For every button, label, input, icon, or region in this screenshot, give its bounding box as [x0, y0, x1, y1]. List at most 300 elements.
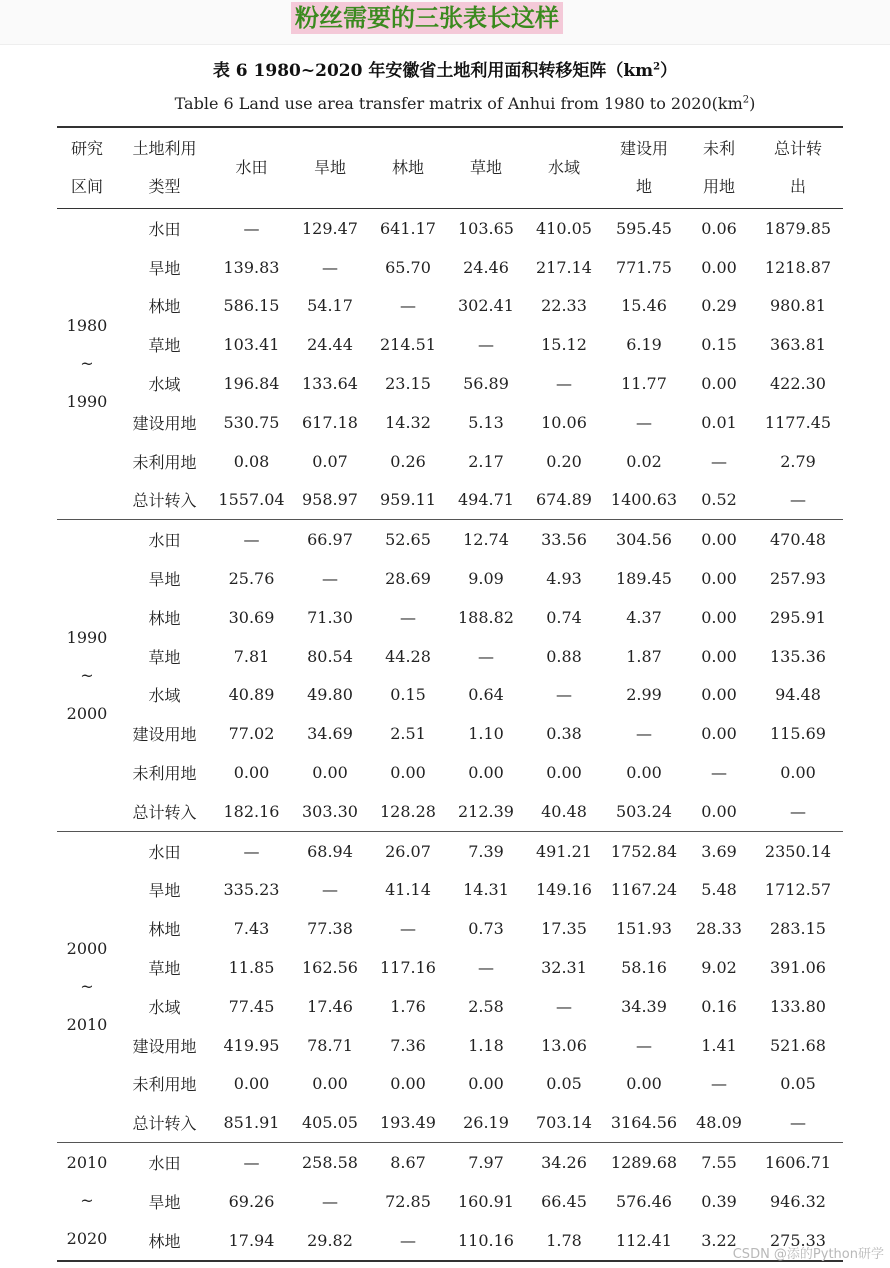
value-cell: 2.51	[390, 724, 426, 744]
value-cell: 5.48	[701, 880, 737, 900]
value-cell: 959.11	[380, 490, 436, 510]
land-type-cell: 建设用地	[132, 413, 197, 433]
period-cell	[57, 209, 117, 520]
table-row	[57, 1221, 843, 1261]
period-cell	[57, 520, 117, 831]
period-sep: ~	[80, 665, 94, 685]
period-start: 2000	[66, 938, 108, 958]
value-cell: 0.00	[233, 1074, 270, 1094]
table-row	[57, 442, 843, 481]
land-type-cell: 林地	[148, 1231, 181, 1251]
land-type-cell: 总计转入	[132, 802, 197, 822]
value-cell: 193.49	[380, 1113, 436, 1133]
value-cell: 44.28	[385, 646, 431, 666]
value-cell: 22.33	[541, 296, 587, 316]
table-row	[57, 209, 843, 248]
value-cell: 196.84	[223, 374, 280, 394]
value-cell: 0.00	[701, 646, 737, 666]
value-cell: 0.74	[546, 607, 582, 627]
value-cell: 1400.63	[610, 490, 678, 510]
value-cell: 0.52	[701, 490, 737, 510]
value-cell: —	[636, 724, 652, 744]
value-cell: 0.00	[626, 1074, 662, 1094]
value-cell: 0.05	[546, 1074, 582, 1094]
value-cell: —	[243, 1153, 260, 1173]
header-period: 研究 区间	[70, 139, 103, 196]
value-cell: 94.48	[775, 685, 821, 705]
value-cell: 0.15	[390, 685, 426, 705]
value-cell: —	[400, 296, 416, 316]
value-cell: 129.47	[302, 218, 358, 238]
value-cell: 576.46	[616, 1191, 672, 1211]
value-cell: 521.68	[770, 1035, 826, 1055]
value-cell: 77.45	[228, 996, 275, 1016]
period-sep: ~	[80, 1191, 94, 1211]
title-en-text: Table 6 Land use area transfer matrix of Anhui from 1980 to 2020(km	[174, 94, 743, 113]
value-cell: 1879.85	[764, 218, 832, 238]
header-paddy: 水田	[235, 158, 268, 177]
value-cell: 503.24	[616, 801, 672, 821]
value-cell: 71.30	[307, 607, 353, 627]
value-cell: 0.00	[701, 801, 737, 821]
value-cell: 189.45	[616, 569, 672, 589]
header-forest: 林地	[391, 158, 424, 177]
land-type-cell: 未利用地	[132, 452, 197, 472]
value-cell: 110.16	[458, 1230, 514, 1250]
value-cell: —	[556, 374, 572, 394]
value-cell: 0.16	[701, 996, 737, 1016]
value-cell: 2.79	[780, 451, 816, 471]
value-cell: 69.26	[228, 1191, 275, 1211]
value-cell: 0.38	[546, 724, 582, 744]
value-cell: 77.38	[307, 919, 353, 939]
value-cell: 470.48	[770, 530, 826, 550]
value-cell: 0.39	[701, 1191, 737, 1211]
value-cell: 49.80	[307, 685, 353, 705]
header-grassland: 草地	[469, 158, 502, 177]
header-unused: 未利 用地	[702, 139, 735, 196]
table-row	[57, 598, 843, 637]
value-cell: 1218.87	[764, 257, 832, 277]
value-cell: 80.54	[307, 646, 353, 666]
value-cell: 0.05	[780, 1074, 816, 1094]
table-row	[57, 559, 843, 598]
value-cell: 78.71	[307, 1035, 353, 1055]
value-cell: 5.13	[468, 412, 504, 432]
value-cell: 0.08	[233, 451, 270, 471]
period-cell	[57, 831, 117, 1142]
table-row	[57, 481, 843, 520]
value-cell: 66.45	[541, 1191, 587, 1211]
value-cell: 1712.57	[764, 880, 832, 900]
value-cell: 34.39	[621, 996, 667, 1016]
value-cell: 12.74	[463, 530, 509, 550]
value-cell: 946.32	[770, 1191, 826, 1211]
value-cell: 112.41	[616, 1230, 672, 1250]
table-row	[57, 1065, 843, 1104]
title-cn-close: ）	[660, 61, 678, 81]
value-cell: 303.30	[302, 801, 358, 821]
value-cell: 0.00	[468, 1074, 504, 1094]
value-cell: 7.43	[233, 919, 270, 939]
value-cell: 160.91	[458, 1191, 514, 1211]
value-cell: 980.81	[770, 296, 826, 316]
table-row	[57, 1182, 843, 1221]
value-cell: 1289.68	[610, 1153, 678, 1173]
value-cell: 1.10	[468, 724, 504, 744]
value-cell: —	[478, 335, 494, 355]
table-row	[57, 637, 843, 676]
value-cell: —	[322, 1191, 338, 1211]
value-cell: 4.37	[626, 607, 662, 627]
value-cell: 0.00	[233, 763, 270, 783]
value-cell: 335.23	[223, 880, 280, 900]
value-cell: 17.94	[228, 1230, 275, 1250]
value-cell: 182.16	[223, 801, 280, 821]
value-cell: 1752.84	[610, 841, 678, 861]
value-cell: 295.91	[770, 607, 826, 627]
value-cell: 7.55	[701, 1153, 737, 1173]
land-type-cell: 旱地	[148, 570, 181, 590]
value-cell: 1.78	[546, 1230, 582, 1250]
value-cell: 494.71	[458, 490, 514, 510]
value-cell: 0.29	[701, 296, 737, 316]
table-row	[57, 792, 843, 831]
value-cell: 26.19	[463, 1113, 509, 1133]
value-cell: 4.93	[546, 569, 582, 589]
period-start: 1980	[66, 316, 108, 336]
land-type-cell: 未利用地	[132, 1075, 197, 1095]
value-cell: —	[400, 919, 416, 939]
value-cell: 2.17	[468, 451, 504, 471]
period-group	[57, 831, 843, 1142]
table-row	[57, 831, 843, 870]
value-cell: 54.17	[307, 296, 353, 316]
value-cell: 11.85	[228, 958, 275, 978]
table-header	[57, 127, 843, 209]
value-cell: 133.64	[302, 374, 358, 394]
value-cell: 72.85	[385, 1191, 431, 1211]
value-cell: 117.16	[380, 958, 436, 978]
value-cell: 11.77	[621, 374, 667, 394]
value-cell: —	[243, 841, 260, 861]
value-cell: 10.06	[541, 412, 587, 432]
value-cell: 48.09	[696, 1113, 742, 1133]
value-cell: —	[711, 451, 727, 471]
value-cell: 103.65	[458, 218, 514, 238]
period-group	[57, 520, 843, 831]
value-cell: 0.00	[312, 763, 348, 783]
period-sep: ~	[80, 976, 94, 996]
period-group	[57, 1143, 843, 1261]
table-row	[57, 325, 843, 364]
title-en-superscript: 2	[742, 94, 750, 106]
value-cell: 0.00	[780, 763, 816, 783]
land-type-cell: 建设用地	[132, 725, 197, 745]
value-cell: 128.28	[380, 801, 436, 821]
value-cell: 40.48	[541, 801, 587, 821]
value-cell: 302.41	[458, 296, 514, 316]
value-cell: 133.80	[770, 996, 826, 1016]
table-row	[57, 248, 843, 287]
value-cell: 56.89	[463, 374, 509, 394]
table-row	[57, 753, 843, 792]
period-cell	[57, 1143, 117, 1261]
value-cell: 28.69	[385, 569, 431, 589]
period-end: 2020	[66, 1229, 108, 1249]
table-row	[57, 714, 843, 753]
value-cell: 1.87	[626, 646, 662, 666]
value-cell: 34.26	[541, 1153, 587, 1173]
value-cell: 68.94	[307, 841, 353, 861]
table-row	[57, 1103, 843, 1142]
value-cell: 214.51	[380, 335, 436, 355]
period-end: 2010	[66, 1014, 108, 1034]
land-type-cell: 水域	[148, 686, 181, 706]
land-type-cell: 水域	[148, 375, 181, 395]
land-type-cell: 水田	[148, 219, 181, 239]
table-row	[57, 364, 843, 403]
table-row	[57, 520, 843, 559]
land-type-cell: 旱地	[148, 258, 181, 278]
value-cell: 149.16	[536, 880, 592, 900]
value-cell: —	[322, 880, 338, 900]
value-cell: 25.76	[228, 569, 275, 589]
value-cell: 188.82	[458, 607, 514, 627]
value-cell: 66.97	[307, 530, 353, 550]
value-cell: 0.00	[701, 724, 737, 744]
value-cell: 7.97	[468, 1153, 504, 1173]
value-cell: 33.56	[541, 530, 587, 550]
value-cell: 0.00	[546, 763, 582, 783]
value-cell: 15.46	[621, 296, 667, 316]
value-cell: 1557.04	[218, 490, 285, 510]
value-cell: 139.83	[223, 257, 280, 277]
value-cell: 410.05	[536, 218, 592, 238]
value-cell: —	[790, 801, 806, 821]
value-cell: 674.89	[536, 490, 592, 510]
value-cell: —	[400, 607, 416, 627]
value-cell: 530.75	[223, 412, 280, 432]
land-type-cell: 水田	[148, 1154, 181, 1174]
title-cn-text: 表 6 1980~2020 年安徽省土地利用面积转移矩阵（km	[212, 61, 654, 81]
value-cell: 1.76	[390, 996, 426, 1016]
value-cell: 703.14	[536, 1113, 592, 1133]
table-row	[57, 948, 843, 987]
top-banner	[0, 0, 890, 45]
value-cell: 1.18	[468, 1035, 504, 1055]
value-cell: 32.31	[541, 958, 587, 978]
period-sep: ~	[80, 354, 94, 374]
value-cell: 217.14	[536, 257, 592, 277]
value-cell: —	[478, 958, 494, 978]
period-start: 2010	[66, 1153, 108, 1173]
value-cell: 135.36	[770, 646, 826, 666]
value-cell: 0.88	[546, 646, 582, 666]
value-cell: 0.02	[626, 451, 662, 471]
value-cell: 58.16	[621, 958, 667, 978]
value-cell: 851.91	[223, 1113, 280, 1133]
table-row	[57, 909, 843, 948]
table-row	[57, 1143, 843, 1182]
value-cell: —	[790, 490, 806, 510]
land-type-cell: 水田	[148, 842, 181, 862]
transfer-matrix-table	[57, 126, 843, 1262]
value-cell: 0.00	[312, 1074, 348, 1094]
land-type-cell: 总计转入	[132, 491, 197, 511]
value-cell: 0.00	[701, 530, 737, 550]
value-cell: 0.00	[701, 374, 737, 394]
value-cell: 641.17	[380, 218, 436, 238]
value-cell: 419.95	[223, 1035, 280, 1055]
value-cell: 24.44	[307, 335, 353, 355]
value-cell: 0.15	[701, 335, 737, 355]
value-cell: —	[636, 412, 652, 432]
value-cell: 28.33	[696, 919, 742, 939]
value-cell: 0.06	[701, 218, 737, 238]
value-cell: —	[556, 996, 572, 1016]
header-water: 水域	[547, 158, 580, 177]
value-cell: 0.00	[701, 569, 737, 589]
period-start: 1990	[66, 627, 108, 647]
period-end: 2000	[66, 703, 108, 723]
value-cell: 0.00	[701, 257, 737, 277]
table-title-chinese	[0, 56, 890, 81]
value-cell: 2350.14	[764, 841, 832, 861]
value-cell: 363.81	[770, 335, 826, 355]
value-cell: 257.93	[770, 569, 826, 589]
period-end: 1990	[66, 392, 108, 412]
value-cell: 14.32	[385, 412, 431, 432]
value-cell: 1.41	[701, 1035, 737, 1055]
value-cell: 391.06	[770, 958, 826, 978]
land-type-cell: 未利用地	[132, 764, 197, 784]
land-type-cell: 林地	[148, 297, 181, 317]
table-row	[57, 871, 843, 910]
value-cell: 586.15	[223, 296, 280, 316]
value-cell: 29.82	[307, 1230, 353, 1250]
value-cell: 275.33	[770, 1230, 826, 1250]
value-cell: 3.69	[701, 841, 737, 861]
value-cell: 52.65	[385, 530, 431, 550]
title-cn-superscript: 2	[653, 61, 661, 73]
value-cell: 7.81	[233, 646, 270, 666]
value-cell: 17.35	[541, 919, 587, 939]
land-type-cell: 草地	[148, 647, 181, 667]
land-type-cell: 总计转入	[132, 1114, 197, 1134]
table-row	[57, 1026, 843, 1065]
value-cell: 0.26	[390, 451, 426, 471]
watermark: CSDN @添的Python研学	[732, 1247, 884, 1262]
value-cell: —	[478, 646, 494, 666]
value-cell: 595.45	[616, 218, 672, 238]
land-type-cell: 林地	[148, 920, 181, 940]
value-cell: —	[322, 569, 338, 589]
value-cell: 1167.24	[610, 880, 678, 900]
title-en-close: )	[749, 94, 756, 113]
value-cell: 23.15	[385, 374, 431, 394]
header-construction: 建设用 地	[619, 139, 668, 196]
value-cell: 771.75	[616, 257, 672, 277]
period-group	[57, 209, 843, 520]
value-cell: 40.89	[228, 685, 275, 705]
value-cell: 617.18	[302, 412, 358, 432]
value-cell: 1177.45	[764, 412, 832, 432]
value-cell: —	[711, 763, 727, 783]
value-cell: 15.12	[541, 335, 587, 355]
value-cell: 6.19	[626, 335, 662, 355]
value-cell: 422.30	[770, 374, 826, 394]
value-cell: 491.21	[536, 841, 592, 861]
land-type-cell: 旱地	[148, 1192, 181, 1212]
banner-caption: 粉丝需要的三张表长这样	[291, 2, 563, 34]
value-cell: —	[711, 1074, 727, 1094]
value-cell: —	[556, 685, 572, 705]
land-type-cell: 建设用地	[132, 1036, 197, 1056]
value-cell: —	[322, 257, 338, 277]
value-cell: 14.31	[463, 880, 509, 900]
value-cell: 283.15	[770, 919, 826, 939]
land-type-cell: 旱地	[148, 881, 181, 901]
table-title-english	[0, 94, 890, 113]
value-cell: —	[400, 1230, 416, 1250]
value-cell: 0.00	[701, 607, 737, 627]
value-cell: 24.46	[463, 257, 509, 277]
value-cell: 2.58	[468, 996, 504, 1016]
value-cell: 0.00	[701, 685, 737, 705]
table-row	[57, 287, 843, 326]
land-type-cell: 草地	[148, 959, 181, 979]
value-cell: —	[243, 530, 260, 550]
header-land-type: 土地利用 类型	[132, 139, 197, 196]
value-cell: 65.70	[385, 257, 431, 277]
value-cell: 304.56	[616, 530, 672, 550]
table-row	[57, 403, 843, 442]
value-cell: —	[636, 1035, 652, 1055]
value-cell: 7.36	[390, 1035, 426, 1055]
value-cell: 0.64	[468, 685, 504, 705]
value-cell: 0.20	[546, 451, 582, 471]
value-cell: 2.99	[626, 685, 662, 705]
value-cell: 9.02	[701, 958, 737, 978]
land-type-cell: 草地	[148, 336, 181, 356]
value-cell: 8.67	[390, 1153, 426, 1173]
value-cell: 1606.71	[764, 1153, 832, 1173]
land-type-cell: 林地	[148, 608, 181, 628]
land-type-cell: 水域	[148, 997, 181, 1017]
value-cell: 41.14	[385, 880, 431, 900]
value-cell: 212.39	[458, 801, 514, 821]
value-cell: 3.22	[701, 1230, 737, 1250]
value-cell: 258.58	[302, 1153, 358, 1173]
header-dryland: 旱地	[313, 158, 346, 177]
value-cell: 13.06	[541, 1035, 587, 1055]
value-cell: 0.07	[312, 451, 348, 471]
value-cell: 77.02	[228, 724, 275, 744]
value-cell: 0.00	[390, 763, 426, 783]
value-cell: 0.00	[626, 763, 662, 783]
value-cell: 34.69	[307, 724, 353, 744]
value-cell: 162.56	[302, 958, 358, 978]
value-cell: 3164.56	[610, 1113, 678, 1133]
value-cell: 0.01	[701, 412, 737, 432]
header-total-out: 总计转 出	[773, 139, 822, 196]
value-cell: 26.07	[385, 841, 431, 861]
value-cell: —	[243, 218, 260, 238]
value-cell: 151.93	[616, 919, 672, 939]
value-cell: —	[790, 1113, 806, 1133]
value-cell: 0.00	[468, 763, 504, 783]
